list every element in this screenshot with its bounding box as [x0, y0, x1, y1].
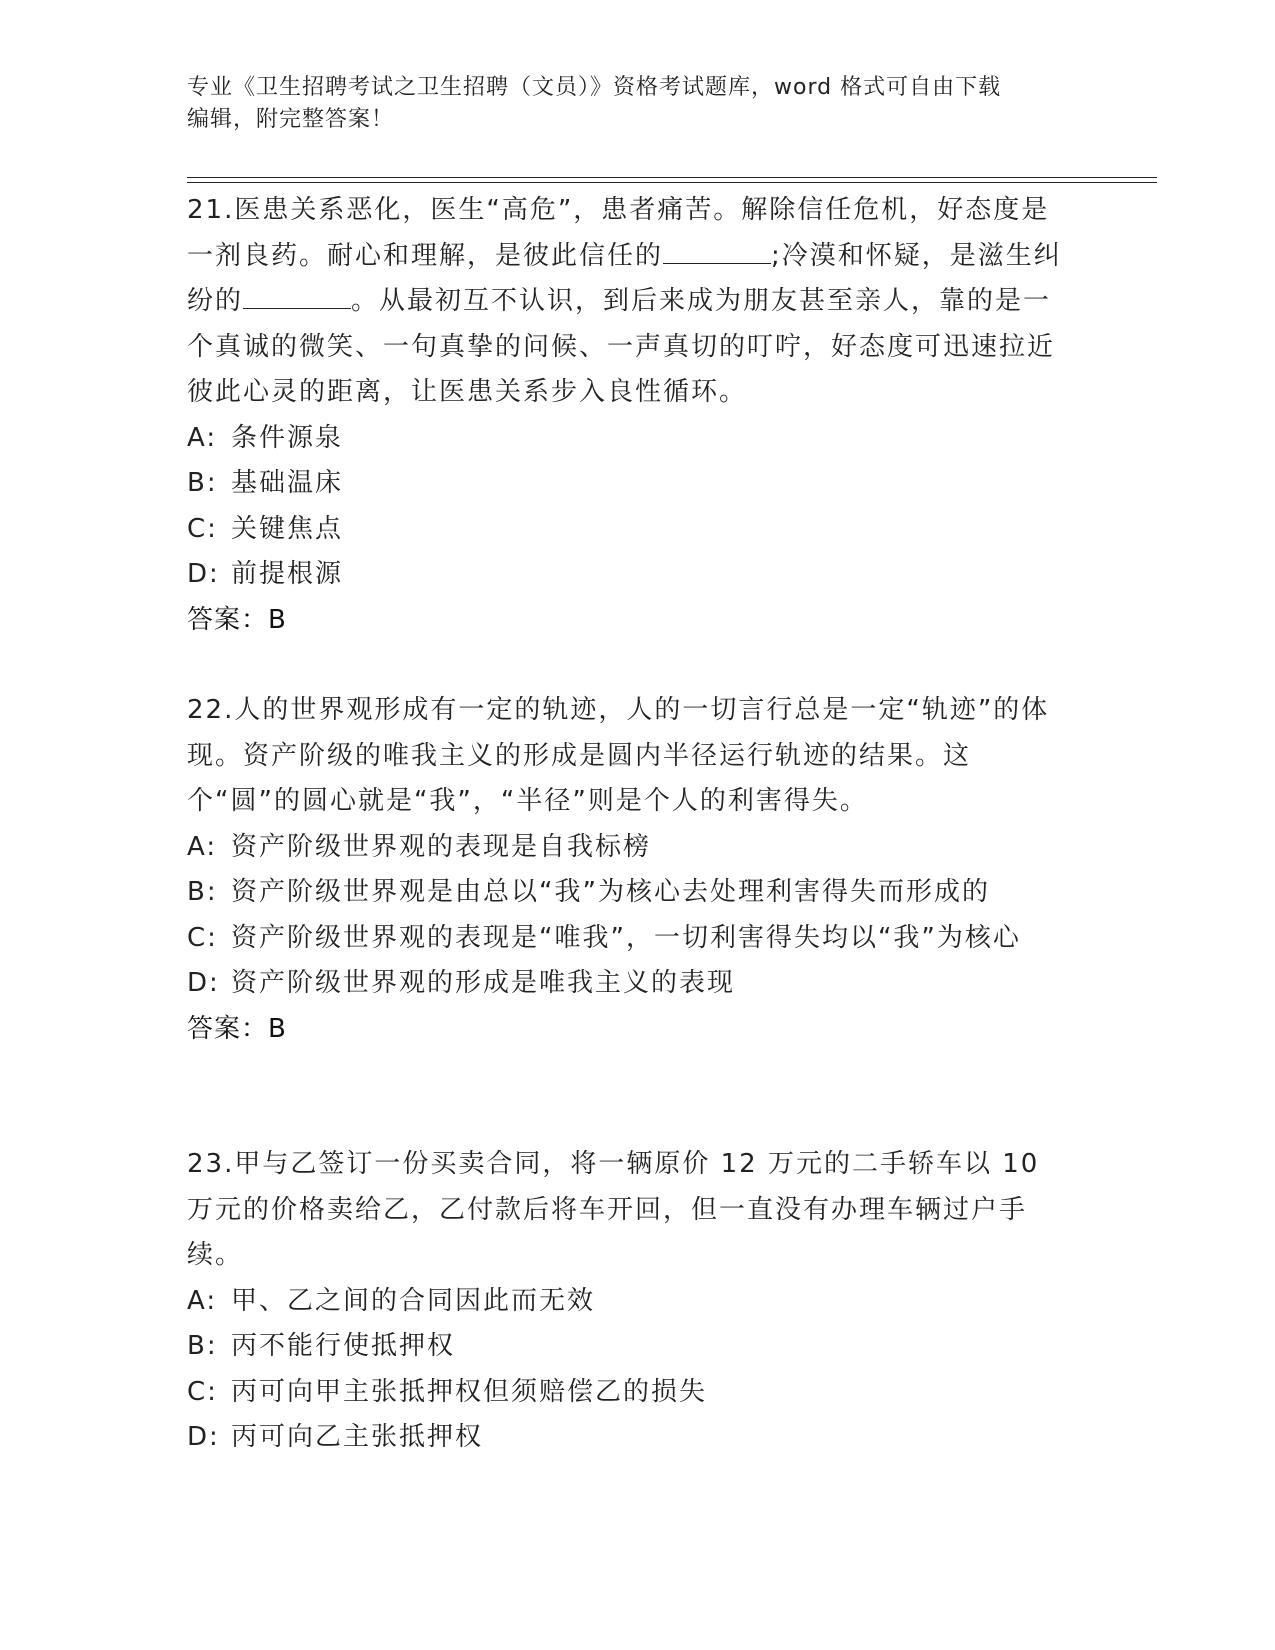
option-key: C: — [187, 513, 218, 544]
option-text: 丙可向甲主张抵押权但须赔偿乙的损失 — [231, 1376, 708, 1407]
option-text: 资产阶级世界观的形成是唯我主义的表现 — [231, 968, 736, 998]
option-text: 关键焦点 — [231, 513, 344, 544]
question-23 — [187, 1142, 1067, 1461]
option-key: D: — [187, 1422, 220, 1452]
option-a — [187, 825, 1067, 871]
option-b — [187, 461, 1067, 507]
fill-blank — [663, 239, 771, 264]
option-text: 丙可向乙主张抵押权 — [231, 1422, 484, 1452]
option-text: 丙不能行使抵押权 — [231, 1331, 456, 1361]
option-text: 资产阶级世界观是由总以“我”为核心去处理利害得失而形成的 — [231, 877, 990, 907]
answer-line: 答案：B — [187, 1013, 287, 1044]
option-text: 资产阶级世界观的表现是“唯我”，一切利害得失均以“我”为核心 — [231, 922, 1021, 953]
stem-part: ;冷漠和怀疑，是滋生纠纷的 — [187, 240, 1062, 316]
option-c — [187, 1370, 1067, 1416]
option-key: A: — [187, 422, 218, 453]
option-key: C: — [187, 922, 218, 953]
option-c — [187, 507, 1067, 553]
question-22 — [187, 688, 1067, 1052]
option-text: 前提根源 — [231, 559, 344, 589]
option-d — [187, 1415, 1067, 1461]
question-21 — [187, 188, 1067, 643]
option-key: D: — [187, 968, 220, 998]
option-a — [187, 1279, 1067, 1325]
question-stem — [187, 188, 1067, 416]
fill-blank — [243, 284, 351, 309]
header-rule-top — [187, 177, 1157, 178]
option-text: 甲、乙之间的合同因此而无效 — [231, 1285, 596, 1316]
stem-part: 。从最初互不认识，到后来成为朋友甚至亲人，靠的是一个真诚的微笑、一句真挚的问候、一声真切的叮咛，好态度可迅速拉近彼此心灵的距离，让医患关系步入良性循环。 — [187, 286, 1056, 407]
option-text: 条件源泉 — [231, 422, 344, 453]
option-c — [187, 916, 1067, 962]
option-b — [187, 870, 1067, 916]
header-rule-bottom — [187, 182, 1157, 183]
header-line-2: 编辑，附完整答案！ — [187, 107, 395, 132]
option-key: B: — [187, 877, 218, 907]
option-text: 基础温床 — [231, 468, 344, 498]
stem-part: 21.医患关系恶化，医生“高危”，患者痛苦。解除信任危机，好态度是一剂良药。耐心和理解，是彼此信任的 — [187, 195, 1050, 271]
question-stem: 22.人的世界观形成有一定的轨迹，人的一切言行总是一定“轨迹”的体现。资产阶级的唯我主义的形成是圆内半径运行轨迹的结果。这个“圆”的圆心就是“我”，“半径”则是个人的利害得失。 — [187, 695, 1050, 816]
option-key: B: — [187, 468, 218, 498]
option-text: 资产阶级世界观的表现是自我标榜 — [231, 831, 652, 862]
header-line-1: 专业《卫生招聘考试之卫生招聘（文员）》资格考试题库，word 格式可自由下载 — [187, 75, 1002, 100]
option-b — [187, 1324, 1067, 1370]
option-d — [187, 552, 1067, 598]
option-key: A: — [187, 831, 218, 862]
option-d — [187, 961, 1067, 1007]
option-key: A: — [187, 1285, 218, 1316]
option-key: C: — [187, 1376, 218, 1407]
option-key: D: — [187, 559, 220, 589]
answer-line: 答案：B — [187, 604, 287, 635]
option-key: B: — [187, 1331, 218, 1361]
question-stem: 23.甲与乙签订一份买卖合同，将一辆原价 12 万元的二手轿车以 10 万元的价格卖给乙，乙付款后将车开回，但一直没有办理车辆过户手续。 — [187, 1149, 1040, 1270]
document-header — [187, 72, 1087, 136]
option-a — [187, 416, 1067, 462]
